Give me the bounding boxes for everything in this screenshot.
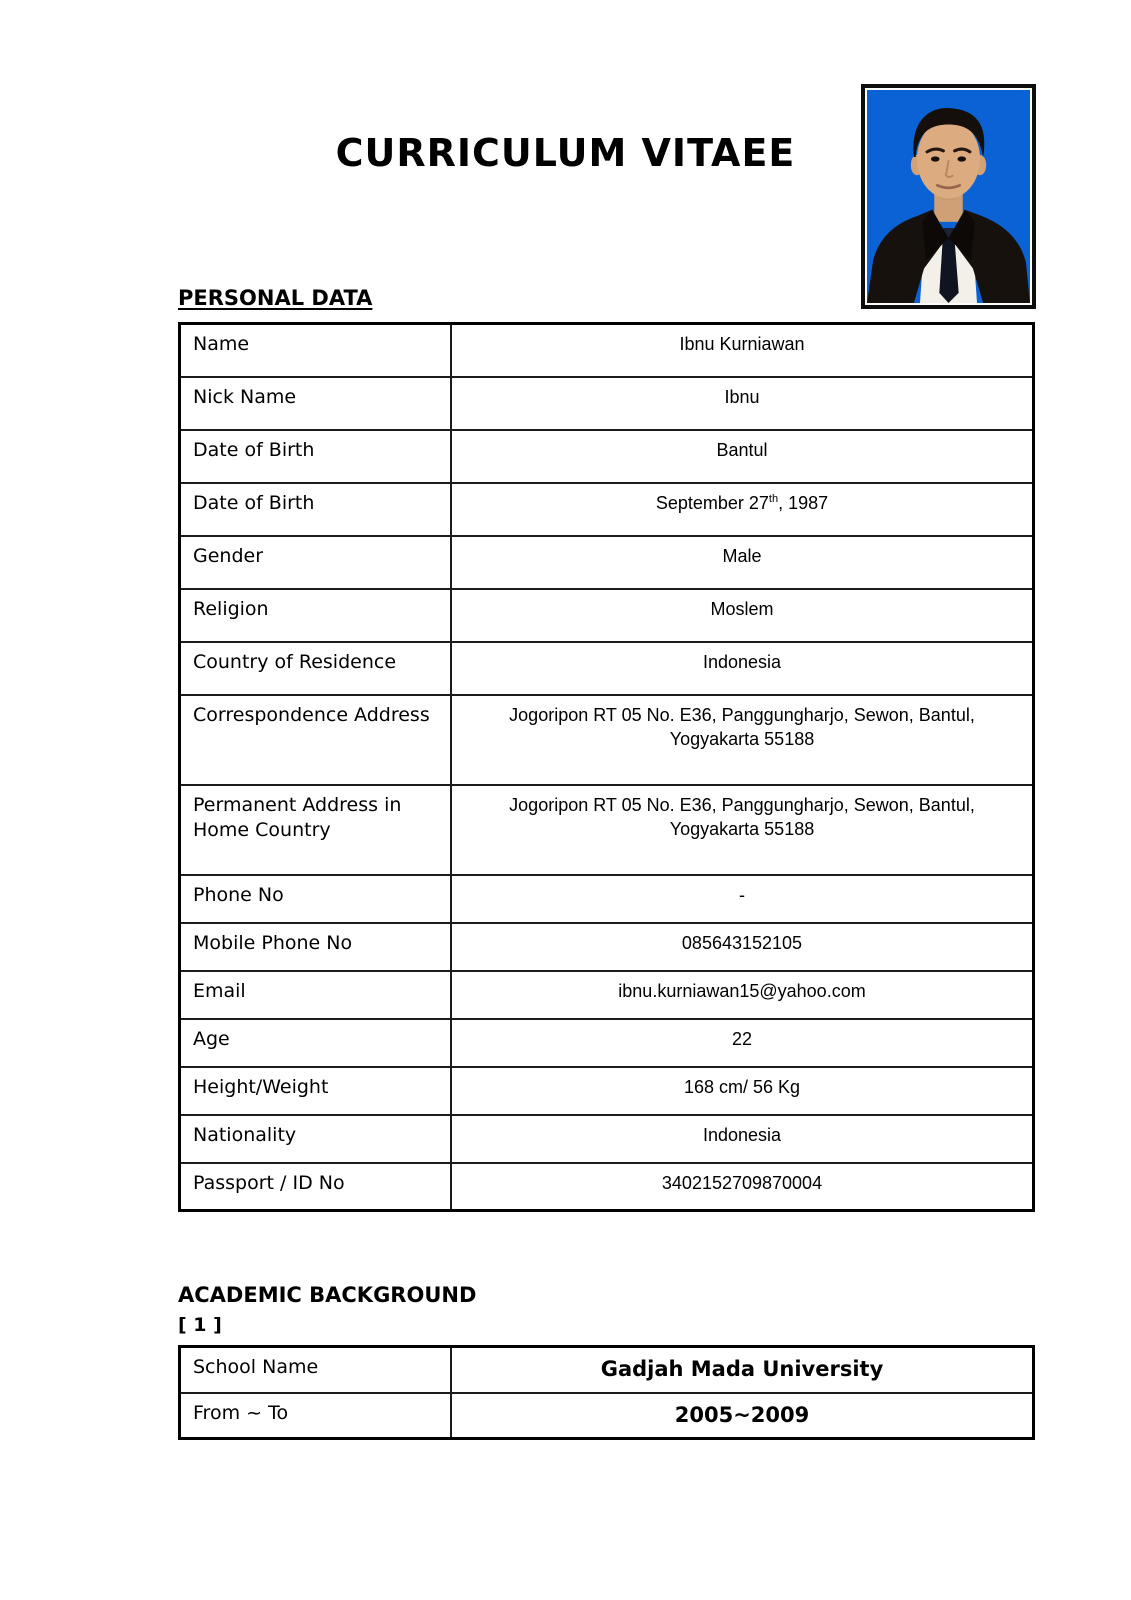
row-label: Height/Weight [180, 1067, 452, 1115]
personal-data-heading: PERSONAL DATA [178, 286, 373, 310]
portrait-photo [861, 84, 1036, 309]
row-value: 3402152709870004 [451, 1163, 1034, 1211]
row-value: Jogoripon RT 05 No. E36, Panggungharjo, Sewon, Bantul, Yogyakarta 55188 [451, 695, 1034, 785]
row-value: Moslem [451, 589, 1034, 642]
row-label: Permanent Address in Home Country [180, 785, 452, 875]
table-row [180, 785, 1034, 875]
row-label: Nationality [180, 1115, 452, 1163]
table-row [180, 642, 1034, 695]
personal-data-table [178, 322, 1035, 1212]
row-value: Ibnu [451, 377, 1034, 430]
row-value: Indonesia [451, 1115, 1034, 1163]
row-label: Date of Birth [180, 483, 452, 536]
table-row [180, 923, 1034, 971]
personal-data-table-body [180, 324, 1034, 1211]
row-label: Correspondence Address [180, 695, 452, 785]
row-value: 168 cm/ 56 Kg [451, 1067, 1034, 1115]
row-value: 085643152105 [451, 923, 1034, 971]
row-value: Gadjah Mada University [451, 1347, 1034, 1393]
table-row [180, 695, 1034, 785]
table-row [180, 1393, 1034, 1439]
row-label: Phone No [180, 875, 452, 923]
row-label: School Name [180, 1347, 452, 1393]
row-label: Passport / ID No [180, 1163, 452, 1211]
row-label: Mobile Phone No [180, 923, 452, 971]
academic-entry-index: [ 1 ] [178, 1314, 222, 1336]
academic-table-body [180, 1347, 1034, 1439]
page-title: CURRICULUM VITAEE [335, 131, 796, 175]
row-value: ibnu.kurniawan15@yahoo.com [451, 971, 1034, 1019]
table-row [180, 483, 1034, 536]
portrait-photo-image [867, 90, 1030, 303]
row-label: Date of Birth [180, 430, 452, 483]
row-label: Nick Name [180, 377, 452, 430]
row-value: - [451, 875, 1034, 923]
row-label: Religion [180, 589, 452, 642]
row-value: September 27th, 1987 [451, 483, 1034, 536]
row-label: Country of Residence [180, 642, 452, 695]
row-value: Jogoripon RT 05 No. E36, Panggungharjo, Sewon, Bantul, Yogyakarta 55188 [451, 785, 1034, 875]
row-label: Name [180, 324, 452, 377]
table-row [180, 377, 1034, 430]
row-label: Gender [180, 536, 452, 589]
row-label: Age [180, 1019, 452, 1067]
row-label: From ~ To [180, 1393, 452, 1439]
academic-background-heading: ACADEMIC BACKGROUND [178, 1283, 477, 1307]
row-label: Email [180, 971, 452, 1019]
table-row [180, 971, 1034, 1019]
row-value: Bantul [451, 430, 1034, 483]
row-value: Ibnu Kurniawan [451, 324, 1034, 377]
table-row [180, 536, 1034, 589]
row-value: Male [451, 536, 1034, 589]
table-row [180, 324, 1034, 377]
table-row [180, 1347, 1034, 1393]
row-value: 2005~2009 [451, 1393, 1034, 1439]
table-row [180, 1067, 1034, 1115]
row-value: Indonesia [451, 642, 1034, 695]
table-row [180, 589, 1034, 642]
table-row [180, 430, 1034, 483]
table-row [180, 1019, 1034, 1067]
table-row [180, 875, 1034, 923]
table-row [180, 1163, 1034, 1211]
table-row [180, 1115, 1034, 1163]
academic-background-table [178, 1345, 1035, 1440]
row-value: 22 [451, 1019, 1034, 1067]
